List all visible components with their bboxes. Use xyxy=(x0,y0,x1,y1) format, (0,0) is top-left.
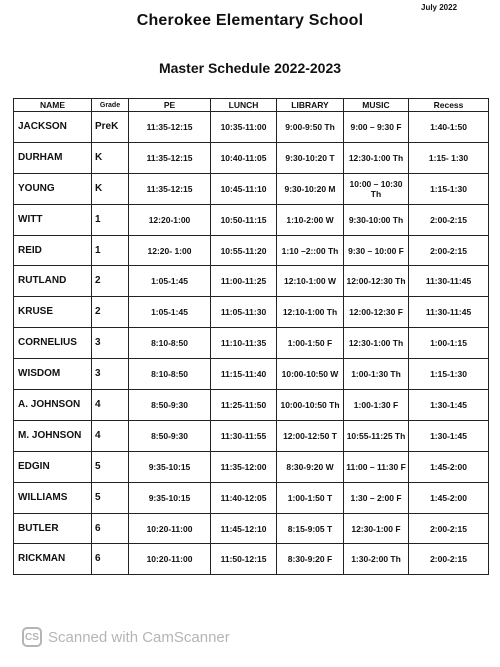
cell-lunch: 10:50-11:15 xyxy=(211,204,277,235)
cell-recess: 1:45-2:00 xyxy=(409,482,489,513)
cell-pe: 9:35-10:15 xyxy=(129,451,211,482)
cell-grade: 5 xyxy=(92,451,129,482)
cell-recess: 2:00-2:15 xyxy=(409,235,489,266)
cell-grade: 1 xyxy=(92,204,129,235)
cell-recess: 1:15-1:30 xyxy=(409,173,489,204)
cell-library: 1:00-1:50 T xyxy=(277,482,344,513)
cell-name: M. JOHNSON xyxy=(14,420,92,451)
cell-pe: 10:20-11:00 xyxy=(129,544,211,575)
cell-pe: 11:35-12:15 xyxy=(129,142,211,173)
cell-pe: 11:35-12:15 xyxy=(129,112,211,143)
cell-lunch: 11:25-11:50 xyxy=(211,390,277,421)
cell-pe: 8:10-8:50 xyxy=(129,328,211,359)
cell-pe: 1:05-1:45 xyxy=(129,266,211,297)
cell-recess: 11:30-11:45 xyxy=(409,266,489,297)
cell-library: 8:15-9:05 T xyxy=(277,513,344,544)
cell-grade: 4 xyxy=(92,420,129,451)
column-header-grade: Grade xyxy=(92,99,129,112)
cell-grade: 4 xyxy=(92,390,129,421)
cell-name: BUTLER xyxy=(14,513,92,544)
table-row xyxy=(14,420,489,451)
table-row xyxy=(14,513,489,544)
cell-library: 8:30-9:20 F xyxy=(277,544,344,575)
table-row xyxy=(14,482,489,513)
cell-name: A. JOHNSON xyxy=(14,390,92,421)
cell-music: 10:00 – 10:30 Th xyxy=(344,173,409,204)
cell-lunch: 11:15-11:40 xyxy=(211,359,277,390)
cell-library: 9:30-10:20 M xyxy=(277,173,344,204)
cell-name: YOUNG xyxy=(14,173,92,204)
cell-lunch: 11:35-12:00 xyxy=(211,451,277,482)
table-row xyxy=(14,451,489,482)
cell-name: KRUSE xyxy=(14,297,92,328)
cell-lunch: 11:30-11:55 xyxy=(211,420,277,451)
cell-recess: 1:40-1:50 xyxy=(409,112,489,143)
cell-music: 9:30-10:00 Th xyxy=(344,204,409,235)
cell-lunch: 10:35-11:00 xyxy=(211,112,277,143)
cell-lunch: 10:45-11:10 xyxy=(211,173,277,204)
document-date: July 2022 xyxy=(421,3,458,12)
watermark-text: Scanned with CamScanner xyxy=(48,628,230,646)
cell-lunch: 11:50-12:15 xyxy=(211,544,277,575)
column-header-recess: Recess xyxy=(409,99,489,112)
cell-recess: 1:30-1:45 xyxy=(409,420,489,451)
cell-music: 1:30-2:00 Th xyxy=(344,544,409,575)
cell-library: 9:30-10:20 T xyxy=(277,142,344,173)
table-row xyxy=(14,235,489,266)
column-header-name: NAME xyxy=(14,99,92,112)
cell-grade: 2 xyxy=(92,297,129,328)
cell-library: 12:00-12:50 T xyxy=(277,420,344,451)
cell-library: 10:00-10:50 W xyxy=(277,359,344,390)
cell-grade: PreK xyxy=(92,112,129,143)
cell-recess: 2:00-2:15 xyxy=(409,204,489,235)
cell-recess: 1:15-1:30 xyxy=(409,359,489,390)
cell-name: RICKMAN xyxy=(14,544,92,575)
cell-music: 1:00-1:30 F xyxy=(344,390,409,421)
cell-pe: 8:10-8:50 xyxy=(129,359,211,390)
table-row xyxy=(14,544,489,575)
cell-lunch: 11:45-12:10 xyxy=(211,513,277,544)
table-row xyxy=(14,359,489,390)
cell-library: 8:30-9:20 W xyxy=(277,451,344,482)
cell-music: 12:30-1:00 Th xyxy=(344,328,409,359)
column-header-lunch: LUNCH xyxy=(211,99,277,112)
cell-pe: 12:20- 1:00 xyxy=(129,235,211,266)
cell-music: 1:00-1:30 Th xyxy=(344,359,409,390)
cell-grade: 5 xyxy=(92,482,129,513)
cell-music: 12:30-1:00 F xyxy=(344,513,409,544)
cell-recess: 2:00-2:15 xyxy=(409,544,489,575)
cell-pe: 1:05-1:45 xyxy=(129,297,211,328)
cell-pe: 8:50-9:30 xyxy=(129,390,211,421)
cell-name: EDGIN xyxy=(14,451,92,482)
schedule-body xyxy=(14,112,489,575)
cell-recess: 1:45-2:00 xyxy=(409,451,489,482)
cell-pe: 10:20-11:00 xyxy=(129,513,211,544)
cell-library: 1:10 –2::00 Th xyxy=(277,235,344,266)
cell-grade: 1 xyxy=(92,235,129,266)
cell-grade: 6 xyxy=(92,513,129,544)
cell-library: 12:10-1:00 Th xyxy=(277,297,344,328)
cell-pe: 8:50-9:30 xyxy=(129,420,211,451)
cell-grade: K xyxy=(92,142,129,173)
cell-pe: 12:20-1:00 xyxy=(129,204,211,235)
cell-name: WISDOM xyxy=(14,359,92,390)
column-header-music: MUSIC xyxy=(344,99,409,112)
cell-music: 1:30 – 2:00 F xyxy=(344,482,409,513)
cell-library: 1:10-2:00 W xyxy=(277,204,344,235)
cell-name: WILLIAMS xyxy=(14,482,92,513)
table-row xyxy=(14,266,489,297)
table-header-row xyxy=(14,99,489,112)
cell-lunch: 11:40-12:05 xyxy=(211,482,277,513)
cell-lunch: 10:55-11:20 xyxy=(211,235,277,266)
cell-grade: 2 xyxy=(92,266,129,297)
cell-recess: 1:30-1:45 xyxy=(409,390,489,421)
scanner-watermark xyxy=(22,627,230,647)
table-row xyxy=(14,328,489,359)
cell-name: JACKSON xyxy=(14,112,92,143)
cell-recess: 2:00-2:15 xyxy=(409,513,489,544)
table-row xyxy=(14,297,489,328)
column-header-pe: PE xyxy=(129,99,211,112)
cell-grade: 6 xyxy=(92,544,129,575)
cell-music: 9:30 – 10:00 F xyxy=(344,235,409,266)
cell-lunch: 11:00-11:25 xyxy=(211,266,277,297)
table-row xyxy=(14,173,489,204)
cell-music: 12:30-1:00 Th xyxy=(344,142,409,173)
cell-grade: 3 xyxy=(92,359,129,390)
cell-lunch: 11:05-11:30 xyxy=(211,297,277,328)
cell-music: 9:00 – 9:30 F xyxy=(344,112,409,143)
cell-library: 10:00-10:50 Th xyxy=(277,390,344,421)
camscanner-logo-icon: CS xyxy=(22,627,42,647)
cell-name: CORNELIUS xyxy=(14,328,92,359)
table-row xyxy=(14,112,489,143)
cell-music: 11:00 – 11:30 F xyxy=(344,451,409,482)
cell-grade: 3 xyxy=(92,328,129,359)
cell-name: WITT xyxy=(14,204,92,235)
cell-name: RUTLAND xyxy=(14,266,92,297)
cell-library: 9:00-9:50 Th xyxy=(277,112,344,143)
cell-name: REID xyxy=(14,235,92,266)
cell-name: DURHAM xyxy=(14,142,92,173)
school-name: Cherokee Elementary School xyxy=(136,12,364,29)
cell-grade: K xyxy=(92,173,129,204)
cell-recess: 1:15- 1:30 xyxy=(409,142,489,173)
cell-music: 12:00-12:30 Th xyxy=(344,266,409,297)
cell-lunch: 10:40-11:05 xyxy=(211,142,277,173)
master-schedule-table xyxy=(13,98,489,575)
table-row xyxy=(14,142,489,173)
cell-library: 1:00-1:50 F xyxy=(277,328,344,359)
table-row xyxy=(14,204,489,235)
cell-lunch: 11:10-11:35 xyxy=(211,328,277,359)
schedule-title: Master Schedule 2022-2023 xyxy=(158,60,342,76)
cell-recess: 1:00-1:15 xyxy=(409,328,489,359)
cell-music: 12:00-12:30 F xyxy=(344,297,409,328)
column-header-library: LIBRARY xyxy=(277,99,344,112)
cell-music: 10:55-11:25 Th xyxy=(344,420,409,451)
cell-recess: 11:30-11:45 xyxy=(409,297,489,328)
table-row xyxy=(14,390,489,421)
cell-pe: 9:35-10:15 xyxy=(129,482,211,513)
cell-library: 12:10-1:00 W xyxy=(277,266,344,297)
cell-pe: 11:35-12:15 xyxy=(129,173,211,204)
